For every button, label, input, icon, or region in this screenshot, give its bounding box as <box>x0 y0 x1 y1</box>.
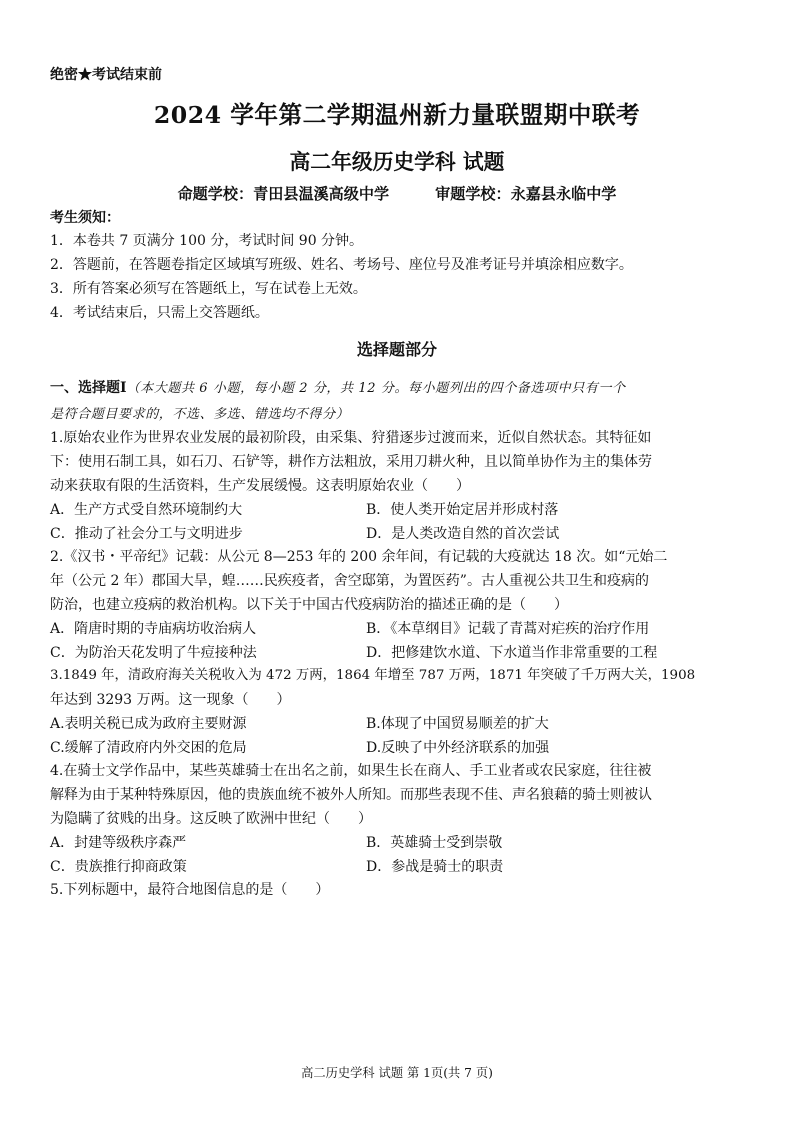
question-4-stem: 解释为由于某种特殊原因，他的贵族血统不被外人所知。而那些表现不佳、声名狼藉的骑士则被认 <box>50 787 652 803</box>
question-5-stem: 5.下列标题中，最符合地图信息的是（ ） <box>50 882 330 898</box>
question-4-stem: 4.在骑士文学作品中，某些英雄骑士在出名之前，如果生长在商人、手工业者或农民家庭，往往被 <box>50 763 652 779</box>
question-3-option-c: C.缓解了清政府内外交困的危局 <box>50 740 247 756</box>
question-4-option-d: D．参战是骑士的职责 <box>366 859 504 875</box>
question-3-option-b: B.体现了中国贸易顺差的扩大 <box>366 716 549 732</box>
question-1-option-b: B．使人类开始定居并形成村落 <box>366 502 559 518</box>
question-1-stem: 动来获取有限的生活资料，生产发展缓慢。这表明原始农业（ ） <box>50 478 470 494</box>
question-1-option-d: D．是人类改造自然的首次尝试 <box>366 526 560 542</box>
setter-school: 命题学校：青田县温溪高级中学 <box>177 185 390 203</box>
notice-item: 2．答题前，在答题卷指定区域填写班级、姓名、考场号、座位号及准考证号并填涂相应数字。 <box>50 257 633 273</box>
question-2-stem: 防治，也建立疫病的救治机构。以下关于中国古代疫病防治的描述正确的是（ ） <box>50 597 568 613</box>
question-3-stem: 年达到 3293 万两。这一现象（ ） <box>50 692 291 708</box>
question-4-option-b: B．英雄骑士受到崇敬 <box>366 835 503 851</box>
notice-heading: 考生须知： <box>50 210 120 226</box>
exam-subtitle: 高二年级历史学科 试题 <box>289 149 505 174</box>
question-4-option-c: C．贵族推行抑商政策 <box>50 859 187 875</box>
question-1-option-a: A．生产方式受自然环境制约大 <box>50 502 243 518</box>
question-3-option-a: A.表明关税已成为政府主要财源 <box>50 716 247 732</box>
school-info <box>0 183 794 204</box>
question-2-option-d: D．把修建饮水道、下水道当作非常重要的工程 <box>366 645 658 661</box>
section-title: 选择题部分 <box>356 340 438 359</box>
question-1-option-c: C．推动了社会分工与文明进步 <box>50 526 243 542</box>
part-description: （本大题共 6 小题，每小题 2 分，共 12 分。每小题列出的四个备选项中只有一个 <box>126 381 626 396</box>
question-2-option-b: B．《本草纲目》记载了青蒿对疟疾的治疗作用 <box>366 621 650 637</box>
page-footer: 高二历史学科 试题 第 1页(共 7 页) <box>301 1066 493 1080</box>
part-label: 一、选择题Ⅰ <box>50 380 127 396</box>
reviewer-school: 审题学校：永嘉县永临中学 <box>435 185 617 203</box>
question-2-stem: 年（公元 2 年）郡国大旱，蝗……民疾疫者，舍空邸第，为置医药”。古人重视公共卫生和疫病的 <box>50 573 649 589</box>
question-2-option-c: C．为防治天花发明了牛痘接种法 <box>50 645 257 661</box>
notice-item: 3．所有答案必须写在答题纸上，写在试卷上无效。 <box>50 281 367 297</box>
notice-item: 4．考试结束后，只需上交答题纸。 <box>50 305 269 321</box>
question-1-stem: 1.原始农业作为世界农业发展的最初阶段，由采集、狩猎逐步过渡而来，近似自然状态。其特征如 <box>50 430 652 446</box>
question-2-option-a: A．隋唐时期的寺庙病坊收治病人 <box>50 621 257 637</box>
secret-mark: 绝密★考试结束前 <box>50 67 162 83</box>
question-2-stem: 2.《汉书・平帝纪》记载：从公元 8—253 年的 200 余年间，有记载的大疫就达 18 次。如“元始二 <box>50 549 668 565</box>
part-description-cont: 是符合题目要求的，不选、多选、错选均不得分） <box>50 407 350 422</box>
part-heading <box>50 377 626 397</box>
question-1-stem: 下：使用石制工具，如石刀、石铲等，耕作方法粗放，采用刀耕火种，且以简单协作为主的集体劳 <box>50 454 652 470</box>
exam-title: 2024 学年第二学期温州新力量联盟期中联考 <box>153 101 641 129</box>
question-3-option-d: D.反映了中外经济联系的加强 <box>366 740 550 756</box>
notice-item: 1．本卷共 7 页满分 100 分，考试时间 90 分钟。 <box>50 233 364 249</box>
question-4-option-a: A．封建等级秩序森严 <box>50 835 187 851</box>
question-4-stem: 为隐瞒了贫贱的出身。这反映了欧洲中世纪（ ） <box>50 811 372 827</box>
question-3-stem: 3.1849 年，清政府海关关税收入为 472 万两，1864 年增至 787 万两，1871 年突破了千万两大关，1908 <box>50 668 696 683</box>
